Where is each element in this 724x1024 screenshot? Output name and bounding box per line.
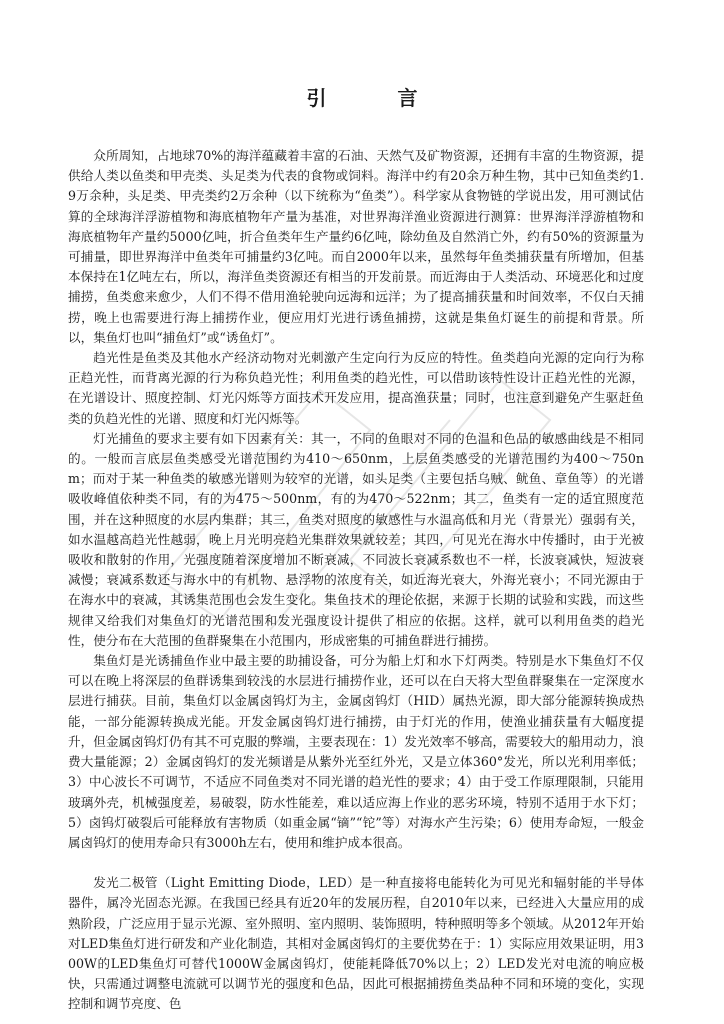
- paragraph-2: 趋光性是鱼类及其他水产经济动物对光刺激产生定向行为反应的特性。鱼类趋向光源的定向行为称正趋光性，而背离光源的行为称负趋光性；利用鱼类的趋光性，可以借助该特性设计正趋光性的光源，在光谱设计、照度控制、灯光闪烁等方面技术开发应用，提高渔获量；同时，也注意到避免产生驱赶鱼类的负趋光性的光谱、照度和灯光闪烁等。: [68, 350, 644, 426]
- paragraph-1: 众所周知，占地球70%的海洋蕴藏着丰富的石油、天然气及矿物资源，还拥有丰富的生物资源，提供给人类以鱼类和甲壳类、头足类为代表的食物或饲料。海洋中约有20余万种生物，其中已知鱼类约1.9万余种，头足类、甲壳类约2万余种（以下统称为“鱼类”）。科学家从食物链的学说出发，用可测试估算的全球海洋浮游植物和海底植物年产量为基准，对世界海洋渔业资源进行测算：世界海洋浮游植物和海底植物年产量约5000亿吨，折合鱼类年生产量约6亿吨，除幼鱼及自然消亡外，约有50%的资源量为可捕量，即世界海洋中鱼类年可捕量约3亿吨。而自2000年以来，虽然每年鱼类捕获量有所增加，但基本保持在1亿吨左右，所以，海洋鱼类资源还有相当的开发前景。而近海由于人类活动、环境恶化和过度捕捞，鱼类愈来愈少，人们不得不借用渔轮驶向远海和远洋；为了提高捕获量和时间效率，不仅白天捕捞，晚上也需要进行海上捕捞作业，便应用灯光进行诱鱼捕捞，这就是集鱼灯诞生的前提和背景。所以，集鱼灯也叫“捕鱼灯”或“诱鱼灯”。: [68, 148, 644, 345]
- page-title: 引 言: [306, 86, 450, 110]
- paragraph-3: 灯光捕鱼的要求主要有如下因素有关：其一，不同的鱼眼对不同的色温和色品的敏感曲线是不相同的。一般而言底层鱼类感受光谱范围约为410～650nm，上层鱼类感受的光谱范围约为400～750nm；而对于某一种鱼类的敏感光谱则为较窄的光谱，如头足类（主要包括乌贼、鱿鱼、章鱼等）的光谱吸收峰值依种类不同，有的为475～500nm，有的为470～522nm；其二，鱼类有一定的适宜照度范围，并在这种照度的水层内集群；其三，鱼类对照度的敏感性与水温高低和月光（背景光）强弱有关，如水温越高趋光性越弱，晚上月光明亮趋光集群效果就较差；其四，可见光在海水中传播时，由于光被吸收和散射的作用，光强度随着深度增加不断衰减，不同波长衰减系数也不一样，长波衰减快，短波衰减慢；衰减系数还与海水中的有机物、悬浮物的浓度有关，如近海光衰大，外海光衰小；不同光源由于在海水中的衰减，其诱集范围也会发生变化。集鱼技术的理论依据，来源于长期的试验和实践，而这些规律又给我们对集鱼灯的光谱范围和发光强度设计提供了相应的依据。这样，就可以利用鱼类的趋光性，使分布在大范围的鱼群聚集在小范围内，形成密集的可捕鱼群进行捕捞。: [68, 430, 644, 648]
- paragraph-5: 发光二极管（Light Emitting Diode，LED）是一种直接将电能转化为可见光和辐射能的半导体器件，属冷光固态光源。在我国已经具有近20年的发展历程，自2010年以来，已经进入大量应用的成熟阶段，广泛应用于显示光源、室外照明、室内照明、装饰照明，特种照明等多个领域。从2012年开始对LED集鱼灯进行研发和产业化制造，其相对金属卤钨灯的主要优势在于：1）实际应用效果证明，用300W的LED集鱼灯可替代1000W金属卤钨灯，使能耗降低70%以上；2）LED发光对电流的响应极快，只需通过调整电流就可以调节光的强度和色品，因此可根据捕捞鱼类品种不同和环境的变化，实现控制和调节亮度、色: [68, 875, 644, 1012]
- paragraph-4: 集鱼灯是光诱捕鱼作业中最主要的助捕设备，可分为船上灯和水下灯两类。特别是水下集鱼灯不仅可以在晚上将深层的鱼群诱集到较浅的水层进行捕捞作业，还可以在白天将大型鱼群聚集在一定深度水层进行捕获。目前，集鱼灯以金属卤钨灯为主，金属卤钨灯（HID）属热光源，即大部分能源转换成热能，一部分能源转换成光能。开发金属卤钨灯进行捕捞，由于灯光的作用，使渔业捕获量有大幅度提升，但金属卤钨灯仍有其不可克服的弊端，主要表现在：1）发光效率不够高，需要较大的船用动力，浪费大量能源；2）金属卤钨灯的发光频谱是从紫外光至红外光，又是立体360°发光，所以光利用率低；3）中心波长不可调节，不适应不同鱼类对不同光谱的趋光性的要求；4）由于受工作原理限制，只能用玻璃外壳，机械强度差，易破裂，防水性能差，难以适应海上作业的恶劣环境，特别不适用于水下灯；5）卤钨灯破裂后可能释放有害物质（如重金属“镝”“铊”等）对海水产生污染；6）使用寿命短，一般金属卤钨灯的使用寿命只有3000h左右，使用和维护成本很高。: [68, 653, 644, 850]
- body-text: [68, 146, 644, 1015]
